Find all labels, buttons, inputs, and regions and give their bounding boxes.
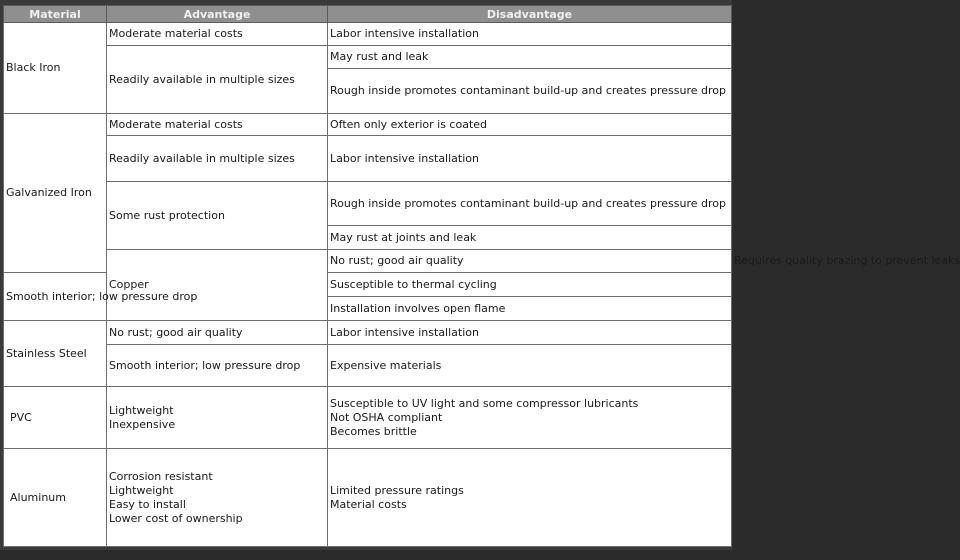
advantage-line: Inexpensive (109, 417, 176, 431)
piping-comparison-table (3, 5, 960, 547)
advantage-cell: Readily available in multiple sizes (107, 136, 328, 182)
table-header (4, 6, 732, 23)
advantage-cell: Some rust protection (107, 182, 328, 250)
advantage-cell: Moderate material costs (107, 23, 328, 46)
advantage-line: Lightweight (109, 483, 174, 497)
table-row: Copper No rust; good air quality Requires quality brazing to prevent leaks (4, 250, 732, 273)
table-row (4, 46, 732, 69)
table-row (4, 182, 732, 226)
disadvantage-cell: Labor intensive installation (328, 136, 732, 182)
material-cell: Copper (107, 250, 328, 321)
table-row (4, 449, 732, 547)
header-disadvantage: Disadvantage (328, 6, 732, 23)
disadvantage-cell: Rough inside promotes contaminant build-up and creates pressure drop (328, 182, 732, 226)
table-row (4, 387, 732, 449)
advantage-cell: Moderate material costs (107, 114, 328, 136)
advantage-cell (107, 449, 328, 547)
advantage-cell: No rust; good air quality (107, 321, 328, 345)
table-row (4, 23, 732, 46)
advantage-cell: Smooth interior; low pressure drop (107, 345, 328, 387)
table-row (4, 321, 732, 345)
advantage-line: Lower cost of ownership (109, 511, 243, 525)
table-row (4, 136, 732, 182)
advantage-line: Easy to install (109, 497, 186, 511)
disadvantage-line: Susceptible to UV light and some compressor lubricants (330, 396, 639, 410)
table-row (4, 114, 732, 136)
material-cell: Stainless Steel (4, 321, 107, 387)
disadvantage-line: Material costs (330, 497, 407, 511)
disadvantage-cell: May rust at joints and leak (328, 226, 732, 250)
advantage-line: Lightweight (109, 403, 174, 417)
disadvantage-cell: May rust and leak (328, 46, 732, 69)
disadvantage-cell: Labor intensive installation (328, 321, 732, 345)
disadvantage-cell: Installation involves open flame (328, 297, 732, 321)
material-cell: Galvanized Iron (4, 114, 107, 273)
disadvantage-cell (328, 449, 732, 547)
advantage-cell: No rust; good air quality (328, 250, 732, 273)
disadvantage-cell (328, 387, 732, 449)
disadvantage-line: Limited pressure ratings (330, 483, 464, 497)
advantage-cell: Readily available in multiple sizes (107, 46, 328, 114)
advantage-line: Corrosion resistant (109, 469, 213, 483)
material-cell: Aluminum (4, 449, 107, 547)
disadvantage-cell: Often only exterior is coated (328, 114, 732, 136)
disadvantage-cell: Susceptible to thermal cycling (328, 273, 732, 297)
table-row (4, 345, 732, 387)
advantage-cell: Smooth interior; low pressure drop (4, 273, 107, 321)
header-material: Material (4, 6, 107, 23)
advantage-cell (107, 387, 328, 449)
header-advantage: Advantage (107, 6, 328, 23)
disadvantage-cell: Expensive materials (328, 345, 732, 387)
material-cell: PVC (4, 387, 107, 449)
disadvantage-cell: Rough inside promotes contaminant build-up and creates pressure drop (328, 69, 732, 114)
material-cell: Black Iron (4, 23, 107, 114)
disadvantage-cell: Labor intensive installation (328, 23, 732, 46)
disadvantage-line: Becomes brittle (330, 424, 417, 438)
disadvantage-line: Not OSHA compliant (330, 410, 443, 424)
